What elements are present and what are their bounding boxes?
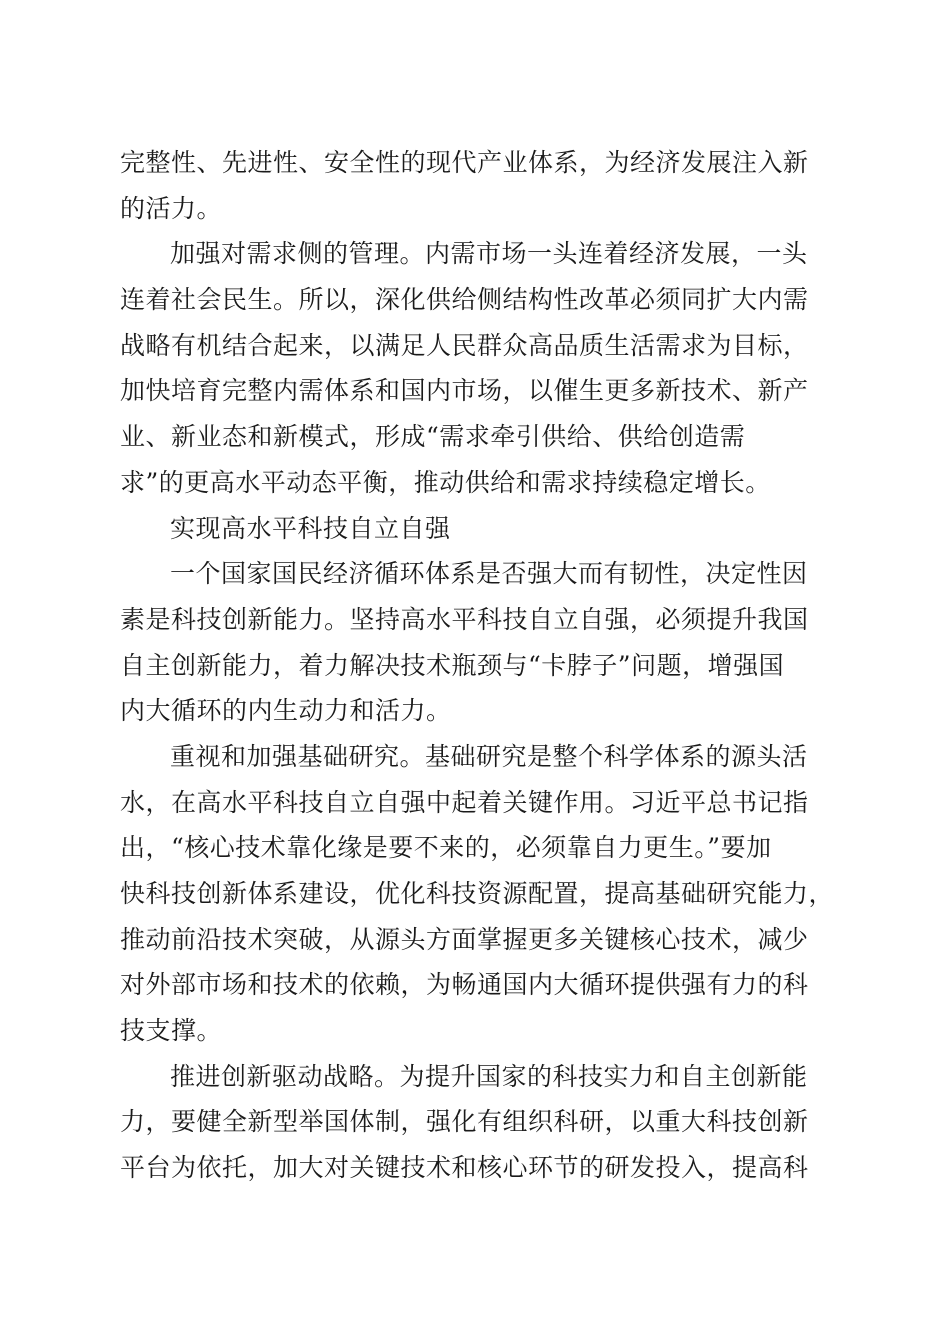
text-line: 重视和加强基础研究。基础研究是整个科学体系的源头活 [170,741,808,771]
text-line: 业、新业态和新模式，形成“需求牵引供给、供给创造需 [120,422,746,452]
paragraph-industry-system-cont [120,140,832,231]
text-line: 求”的更高水平动态平衡，推动供给和需求持续稳定增长。 [120,467,771,497]
text-line: 自主创新能力，着力解决技术瓶颈与“卡脖子”问题，增强国 [120,650,785,680]
text-line: 的活力。 [120,193,223,223]
text-line: 对外部市场和技术的依赖，为畅通国内大循环提供强有力的科 [120,970,809,1000]
text-line: 平台为依托，加大对关键技术和核心环节的研发投入，提高科 [120,1153,809,1183]
text-line: 战略有机结合起来，以满足人民群众高品质生活需求为目标， [120,330,809,360]
text-line: 加强对需求侧的管理。内需市场一头连着经济发展，一头 [170,239,808,269]
paragraph-innovation-capability [120,551,832,734]
paragraph-innovation-strategy [120,1054,832,1191]
text-line: 力，要健全新型举国体制，强化有组织科研，以重大科技创新 [120,1107,809,1137]
text-line: 快科技创新体系建设，优化科技资源配置，提高基础研究能力， [120,879,835,908]
section-heading [120,506,832,552]
paragraph-basic-research [120,734,835,1054]
text-line: 技支撑。 [120,1016,223,1046]
document-body [120,140,835,1191]
text-line: 水，在高水平科技自立自强中起着关键作用。习近平总书记指 [120,787,809,817]
text-line: 素是科技创新能力。坚持高水平科技自立自强，必须提升我国 [120,604,809,634]
heading-text: 实现高水平科技自立自强 [170,513,451,543]
text-line: 推进创新驱动战略。为提升国家的科技实力和自主创新能 [170,1061,808,1091]
text-line: 出，“核心技术靠化缘是要不来的，必须靠自力更生。”要加 [120,833,772,863]
paragraph-demand-side [120,231,832,505]
text-line: 一个国家国民经济循环体系是否强大而有韧性，决定性因 [170,559,808,589]
text-line: 加快培育完整内需体系和国内市场，以催生更多新技术、新产 [120,376,809,406]
text-line: 完整性、先进性、安全性的现代产业体系，为经济发展注入新 [120,148,809,177]
text-line: 推动前沿技术突破，从源头方面掌握更多关键核心技术，减少 [120,924,809,954]
text-line: 内大循环的内生动力和活力。 [120,696,452,726]
text-line: 连着社会民生。所以，深化供给侧结构性改革必须同扩大内需 [120,285,809,315]
